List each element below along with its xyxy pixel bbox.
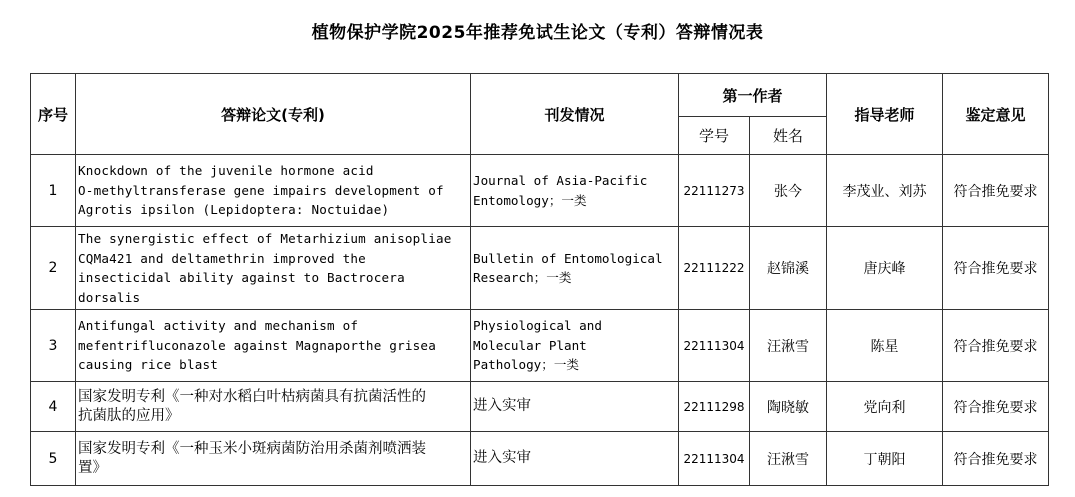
cell-paper-line: 置》 (78, 459, 107, 476)
cell-paper-line: Knockdown of the juvenile hormone acid (78, 163, 374, 179)
cell-seq: 4 (31, 382, 76, 432)
defense-table (30, 73, 1049, 486)
cell-seq: 3 (31, 310, 76, 382)
cell-advisor: 丁朝阳 (827, 432, 943, 486)
header-student-id: 学号 (679, 117, 750, 155)
cell-name: 陶晓敏 (750, 382, 827, 432)
cell-advisor: 党向利 (827, 382, 943, 432)
cell-paper-line: CQMa421 and deltamethrin improved the (78, 250, 366, 266)
cell-name: 赵锦溪 (750, 227, 827, 310)
cell-paper (76, 155, 471, 227)
cell-name: 汪湫雪 (750, 310, 827, 382)
header-first-author: 第一作者 (679, 74, 827, 117)
header-name: 姓名 (750, 117, 827, 155)
cell-publication-line: Entomology；一类 (473, 192, 587, 208)
cell-name: 张今 (750, 155, 827, 227)
cell-publication-line: Bulletin of Entomological (473, 250, 663, 266)
cell-paper (76, 227, 471, 310)
cell-paper-line: Agrotis ipsilon (Lepidoptera: Noctuidae) (78, 202, 390, 218)
table-row (31, 155, 1049, 227)
cell-student-id: 22111304 (679, 310, 750, 382)
cell-name: 汪湫雪 (750, 432, 827, 486)
cell-seq: 2 (31, 227, 76, 310)
header-publication: 刊发情况 (471, 74, 679, 155)
cell-opinion: 符合推免要求 (943, 432, 1049, 486)
cell-student-id: 22111222 (679, 227, 750, 310)
cell-paper-line: insecticidal ability against to Bactrocera (78, 270, 405, 285)
table-body (31, 155, 1049, 486)
header-paper: 答辩论文(专利) (76, 74, 471, 155)
table-row (31, 310, 1049, 382)
cell-opinion: 符合推免要求 (943, 382, 1049, 432)
cell-seq: 5 (31, 432, 76, 486)
cell-publication-line: Physiological and (473, 318, 602, 334)
cell-paper-line: Antifungal activity and mechanism of (78, 318, 359, 334)
cell-paper-line: causing rice blast (78, 357, 219, 373)
page-title: 植物保护学院2025年推荐免试生论文（专利）答辩情况表 (311, 23, 764, 43)
cell-paper-line: 抗菌肽的应用》 (78, 407, 180, 424)
cell-paper-line: 国家发明专利《一种对水稻白叶枯病菌具有抗菌活性的 (78, 388, 426, 405)
table-row (31, 382, 1049, 432)
cell-paper-line: O-methyltransferase gene impairs development of (78, 182, 444, 198)
cell-paper-line: The synergistic effect of Metarhizium anisopliae (78, 231, 452, 246)
cell-paper-line: mefentrifluconazole against Magnaporthe grisea (78, 337, 436, 353)
cell-paper-line: 国家发明专利《一种玉米小斑病菌防治用杀菌剂喷洒装 (78, 440, 426, 457)
cell-publication-line: Journal of Asia-Pacific (473, 173, 648, 188)
cell-paper (76, 310, 471, 382)
header-seq: 序号 (31, 74, 76, 155)
cell-publication-line: Research；一类 (473, 270, 572, 285)
cell-opinion: 符合推免要求 (943, 155, 1049, 227)
cell-student-id: 22111273 (679, 155, 750, 227)
header-advisor: 指导老师 (827, 74, 943, 155)
table-row (31, 432, 1049, 486)
cell-advisor: 陈星 (827, 310, 943, 382)
cell-student-id: 22111298 (679, 382, 750, 432)
cell-publication-line: 进入实审 (473, 449, 531, 466)
cell-publication (471, 155, 679, 227)
cell-advisor: 李茂业、刘苏 (827, 155, 943, 227)
cell-publication-line: Pathology；一类 (473, 357, 580, 373)
cell-student-id: 22111304 (679, 432, 750, 486)
cell-seq: 1 (31, 155, 76, 227)
cell-opinion: 符合推免要求 (943, 227, 1049, 310)
cell-advisor: 唐庆峰 (827, 227, 943, 310)
table-row (31, 227, 1049, 310)
cell-publication (471, 382, 679, 432)
cell-publication (471, 310, 679, 382)
cell-publication-line: Molecular Plant (473, 337, 587, 353)
cell-paper-line: dorsalis (78, 289, 141, 305)
cell-paper (76, 382, 471, 432)
cell-publication (471, 432, 679, 486)
header-opinion: 鉴定意见 (943, 74, 1049, 155)
cell-paper (76, 432, 471, 486)
cell-publication (471, 227, 679, 310)
cell-opinion: 符合推免要求 (943, 310, 1049, 382)
cell-publication-line: 进入实审 (473, 397, 531, 414)
